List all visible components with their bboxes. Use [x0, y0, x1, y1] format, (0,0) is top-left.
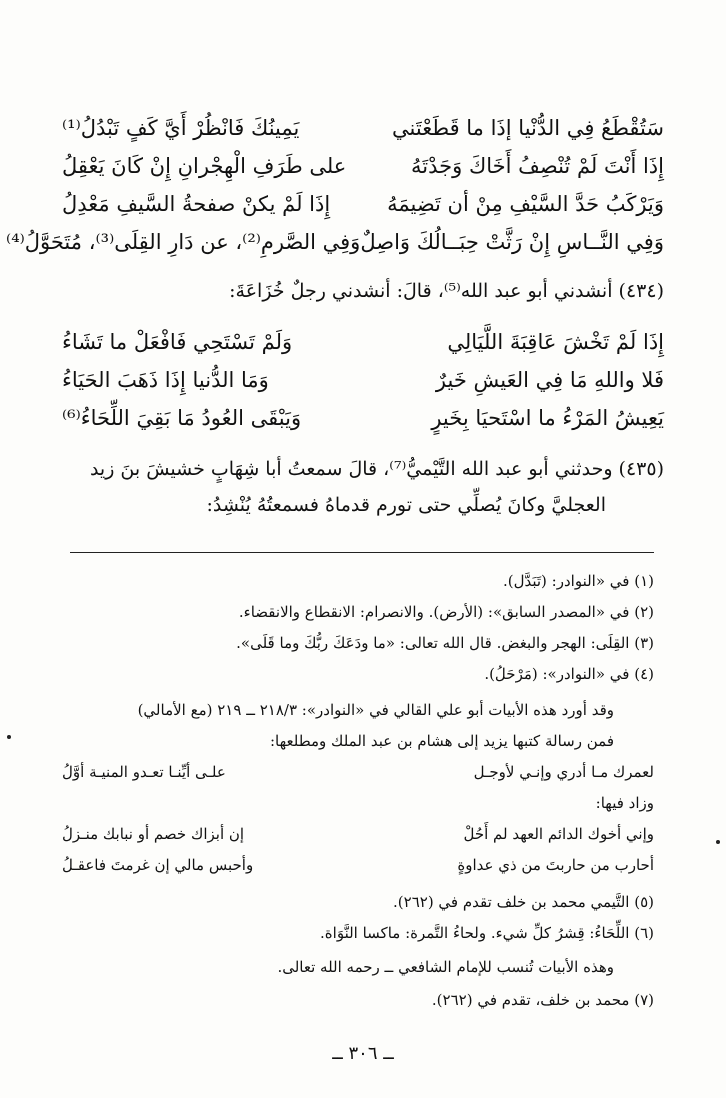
footnote-verse-second: إن أبزاك خصم أو نبابك منـزلُ: [62, 825, 245, 843]
verse-line: [62, 110, 664, 146]
verse-line: [62, 324, 664, 360]
footnote-verse-first: أحارب من حاربتَ من ذي عداوةٍ: [457, 856, 654, 874]
verse-hemistich-first: إِذَا أَنْتَ لَمْ تُنْصِفُ أَخَاكَ وَجَدْتَهُ: [411, 154, 664, 178]
verse-hemistich-second: يَمِينُكَ فَانْظُرْ أَيَّ كَفٍ تَبْدُلُ⁽¹⁾: [62, 116, 300, 140]
footnote-7: (٧) محمد بن خلف، تقدم في (٢٦٢).: [431, 991, 654, 1009]
footnote-divider: [70, 552, 654, 553]
footnote-verse-second: علـى أيِّنـا تعـدو المنيـة أوَّلُ: [62, 763, 226, 781]
footnote-verse-first: وإني أخوك الدائم العهد لم أَحُلْ: [463, 825, 654, 843]
verse-hemistich-first: وَيَرْكَبُ حَدَّ السَّيْفِ مِنْ أن تَضِيمَهُ: [387, 192, 664, 216]
footnote-verse: [62, 825, 654, 843]
scan-speck: [7, 735, 11, 739]
footnote-4-addition: وزاد فيها:: [595, 794, 654, 812]
paragraph-435-continued: العجليَّ وكانَ يُصلِّي حتى تورم قدماهُ فسمعتُهُ يُنْشِدُ:: [206, 494, 606, 516]
verse-hemistich-second: إِذَا لَمْ يكنْ صفحةُ السَّيفِ مَعْدِلُ: [62, 192, 331, 216]
footnote-4-source: وقد أورد هذه الأبيات أبو علي القالي في «النوادر»: ٢١٨/٣ ــ ٢١٩ (مع الأمالي): [137, 701, 614, 719]
verse-line: [62, 362, 664, 398]
verse-hemistich-second: وَيَبْقَى العُودُ مَا بَقِيَ اللِّحَاءُ⁽⁶⁾: [62, 406, 302, 430]
verse-line: [62, 400, 664, 436]
verse-line: [62, 186, 664, 222]
footnote-6-attribution: وهذه الأبيات تُنسب للإمام الشافعي ــ رحمه الله تعالى.: [277, 958, 614, 976]
verse-line: [6, 224, 664, 260]
footnote-4: (٤) في «النوادر»: (مَرْحَلُ).: [484, 665, 654, 683]
footnote-verse: [62, 856, 654, 874]
verse-hemistich-second: على طَرَفِ الْهِجْرانِ إِنْ كَانَ يَعْقِلُ: [62, 154, 347, 178]
scan-speck: [716, 840, 720, 844]
verse-hemistich-first: يَعِيشُ المَرْءُ ما اسْتَحيَا بِخَيرٍ: [431, 406, 664, 430]
verse-hemistich-second: وَمَا الدُّنيا إِذَا ذَهَبَ الحَيَاءُ: [62, 368, 269, 392]
page-number: ــ ٣٠٦ ــ: [332, 1043, 394, 1064]
footnote-2: (٢) في «المصدر السابق»: (الأرض). والانصرام: الانقطاع والانقضاء.: [238, 603, 654, 621]
footnote-verse-second: وأحبس مالي إن غرمتَ فاعقـلُ: [62, 856, 254, 874]
paragraph-434: (٤٣٤) أنشدني أبو عبد الله⁽⁵⁾، قالَ: أنشدني رجلٌ خُزَاعَةَ:: [229, 280, 664, 302]
verse-line: [62, 148, 664, 184]
verse-hemistich-first: وَفِي النَّــاسِ إِنْ رَثَّتْ حِبَــالُكَ وَاصِلٌ: [360, 230, 664, 254]
footnote-verse-first: لعمرك مـا أدري وإنـي لأوجـل: [473, 763, 654, 781]
paragraph-435: (٤٣٥) وحدثني أبو عبد الله التَّيْميُّ⁽⁷⁾، قالَ سمعتُ أبا شِهَابٍ خشيشَ بنَ زيد: [89, 458, 664, 480]
footnote-3: (٣) القِلَى: الهجر والبغض. قال الله تعالى: «ما ودَعَكَ ربُّكَ وما قَلَى».: [236, 634, 654, 652]
footnote-5: (٥) التَّيمي محمد بن خلف تقدم في (٢٦٢).: [393, 893, 654, 911]
footnote-6: (٦) اللِّحَاءُ: قِشرُ كلِّ شيء. ولحاءُ التَّمرة: ماكسا النَّوَاة.: [320, 924, 654, 942]
verse-hemistich-second: وَلَمْ تَسْتَحِي فَافْعَلْ ما تَشَاءُ: [62, 330, 293, 354]
verse-hemistich-first: فَلا واللهِ مَا فِي العَيشِ خَيرٌ: [435, 368, 664, 392]
footnote-4-letter: فمن رسالة كتبها يزيد إلى هشام بن عبد الملك ومطلعها:: [269, 732, 614, 750]
verse-hemistich-second: وَفِي الصَّرمِ⁽²⁾، عن دَارِ القِلَى⁽³⁾، مُتَحَوَّلُ⁽⁴⁾: [6, 230, 361, 254]
footnote-1: (١) في «النوادر: (تَبَدَّل).: [502, 572, 654, 590]
verse-hemistich-first: سَتُقْطَعُ فِي الدُّنْيا إذَا ما قَطَعْتَني: [392, 116, 664, 140]
verse-hemistich-first: إِذَا لَمْ تَخْشَ عَاقِبَةَ اللَّيَالِي: [447, 330, 664, 354]
footnote-verse: [62, 763, 654, 781]
